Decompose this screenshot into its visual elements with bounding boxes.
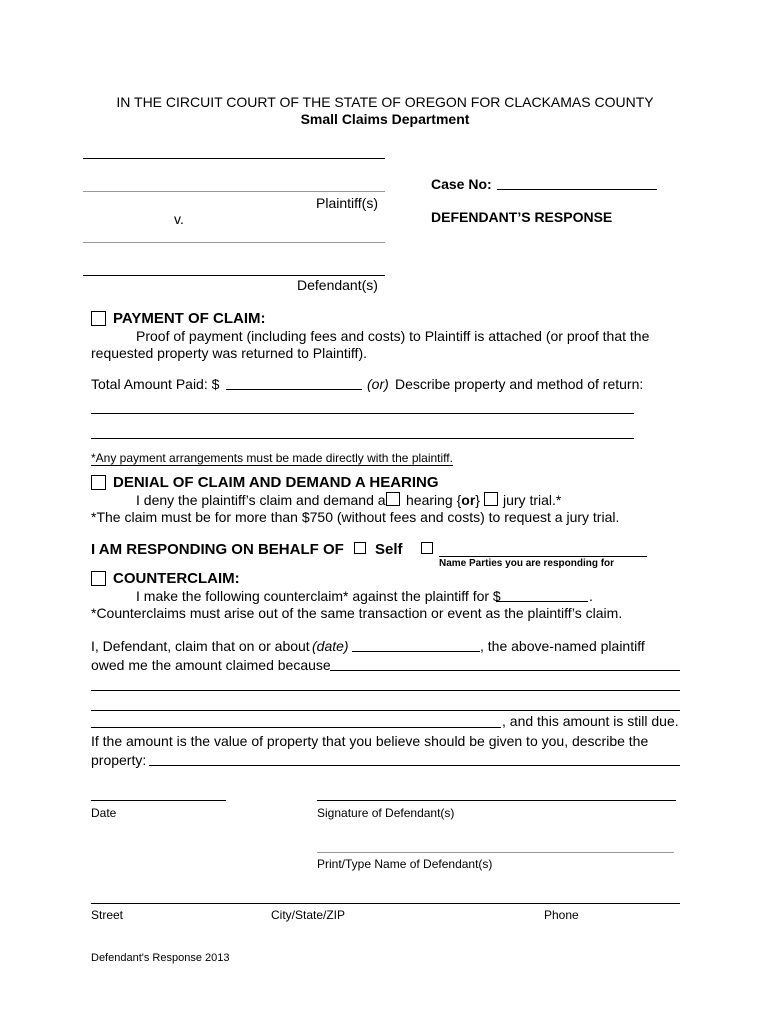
total-amount-field[interactable]	[226, 389, 362, 390]
payment-text-1: Proof of payment (including fees and costs) to Plaintiff is attached (or proof that the	[136, 328, 650, 344]
date-italic-label: (date)	[312, 638, 349, 654]
defendant-name-line-2[interactable]	[83, 275, 385, 276]
counterclaim-period: .	[589, 588, 593, 604]
case-no-field[interactable]	[497, 189, 657, 190]
footer-form-id: Defendant's Response 2013	[91, 952, 230, 964]
describe-property-line-2[interactable]	[91, 438, 634, 439]
describe-property-label: Describe property and method of return:	[395, 376, 644, 392]
claim-date-field[interactable]	[352, 651, 480, 652]
denial-checkbox[interactable]	[91, 475, 106, 490]
case-no-label: Case No:	[431, 176, 492, 192]
denial-note: *The claim must be for more than $750 (without fees and costs) to request a jury trial.	[91, 509, 620, 525]
plaintiff-name-line-1[interactable]	[83, 158, 385, 159]
payment-checkbox[interactable]	[91, 311, 106, 326]
property-field[interactable]	[149, 765, 680, 766]
defendant-name-line-1[interactable]	[83, 242, 385, 243]
department-title: Small Claims Department	[300, 111, 470, 127]
denial-heading: DENIAL OF CLAIM AND DEMAND A HEARING	[113, 474, 439, 491]
close-brace: }	[475, 492, 480, 508]
court-title: IN THE CIRCUIT COURT OF THE STATE OF OREGON FOR CLACKAMAS COUNTY	[116, 94, 654, 110]
print-name-label: Print/Type Name of Defendant(s)	[317, 857, 493, 871]
jury-trial-label: jury trial.*	[503, 492, 562, 508]
reason-line-3[interactable]	[91, 710, 680, 711]
claim-date-text: I, Defendant, claim that on or about	[91, 638, 310, 654]
owed-label: owed me the amount claimed because	[91, 657, 331, 673]
self-label: Self	[375, 541, 403, 558]
or-bold-label: or	[461, 492, 476, 508]
signature-label: Signature of Defendant(s)	[317, 806, 455, 820]
property-label: property:	[91, 752, 147, 768]
plaintiffs-label: Plaintiff(s)	[316, 195, 378, 211]
phone-label: Phone	[544, 908, 579, 922]
form-title: DEFENDANT’S RESPONSE	[431, 209, 613, 225]
plaintiff-name-line-2[interactable]	[83, 191, 385, 192]
payment-note: *Any payment arrangements must be made directly with the plaintiff.	[91, 451, 453, 465]
hearing-option	[406, 492, 480, 508]
counterclaim-note: *Counterclaims must arise out of the same transaction or event as the plaintiff’s claim.	[91, 605, 623, 621]
city-state-zip-label: City/State/ZIP	[271, 908, 346, 922]
street-label: Street	[91, 908, 124, 922]
counterclaim-amount-field[interactable]	[496, 601, 588, 602]
describe-property-line-1[interactable]	[91, 413, 634, 414]
reason-line-2[interactable]	[91, 690, 680, 691]
or-label: (or)	[367, 376, 389, 392]
jury-trial-checkbox[interactable]	[484, 492, 498, 506]
payment-heading: PAYMENT OF CLAIM:	[113, 310, 266, 327]
parties-name-field[interactable]	[439, 556, 647, 557]
hearing-checkbox[interactable]	[386, 492, 400, 506]
claim-suffix-text: , the above-named plaintiff	[480, 638, 645, 654]
hearing-label: hearing {	[406, 492, 462, 508]
date-label: Date	[91, 806, 117, 820]
date-field[interactable]	[91, 800, 226, 801]
counterclaim-amount-text: I make the following counterclaim* against the plaintiff for $	[136, 588, 501, 604]
defendants-label: Defendant(s)	[297, 277, 378, 293]
parties-caption: Name Parties you are responding for	[439, 558, 615, 569]
self-checkbox[interactable]	[354, 542, 366, 554]
other-parties-checkbox[interactable]	[421, 542, 433, 554]
denial-text: I deny the plaintiff’s claim and demand a	[136, 492, 386, 508]
reason-line-4[interactable]	[91, 727, 501, 728]
print-name-field[interactable]	[317, 852, 674, 853]
counterclaim-checkbox[interactable]	[91, 571, 106, 586]
payment-text-2: requested property was returned to Plaintiff).	[91, 345, 368, 361]
total-amount-label: Total Amount Paid: $	[91, 376, 220, 392]
signature-field[interactable]	[317, 800, 676, 801]
behalf-heading: I AM RESPONDING ON BEHALF OF	[91, 541, 344, 558]
reason-line-1[interactable]	[330, 670, 680, 671]
property-text: If the amount is the value of property that you believe should be given to you, describe the	[91, 733, 649, 749]
address-field[interactable]	[91, 903, 680, 904]
still-due-text: , and this amount is still due.	[502, 713, 679, 729]
counterclaim-heading: COUNTERCLAIM:	[113, 570, 240, 587]
versus-label: v.	[174, 211, 184, 227]
